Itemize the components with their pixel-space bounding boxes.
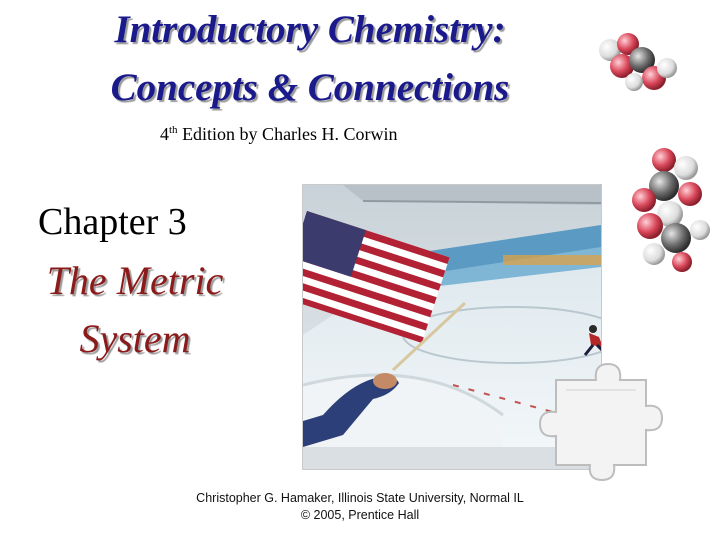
puzzle-piece-icon [536,360,666,485]
book-title-line-1: Introductory Chemistry: [114,8,506,51]
credits-copyright: © 2005, Prentice Hall [300,508,420,522]
edition-line [160,124,398,145]
chapter-label: Chapter 3 [38,201,187,243]
credits [190,490,530,524]
chapter-subject-line-1: The Metric [46,258,224,303]
edition-suffix: th [169,124,178,136]
molecule-icon [592,30,692,100]
book-title-line-2: Concepts & Connections [110,66,510,109]
molecule-icon [624,146,720,276]
edition-number: 4 [160,124,169,144]
chapter-subject-line-2: System [79,316,191,361]
credits-author: Christopher G. Hamaker, Illinois State University, Normal IL [196,491,524,505]
edition-author: Edition by Charles H. Corwin [177,124,398,144]
